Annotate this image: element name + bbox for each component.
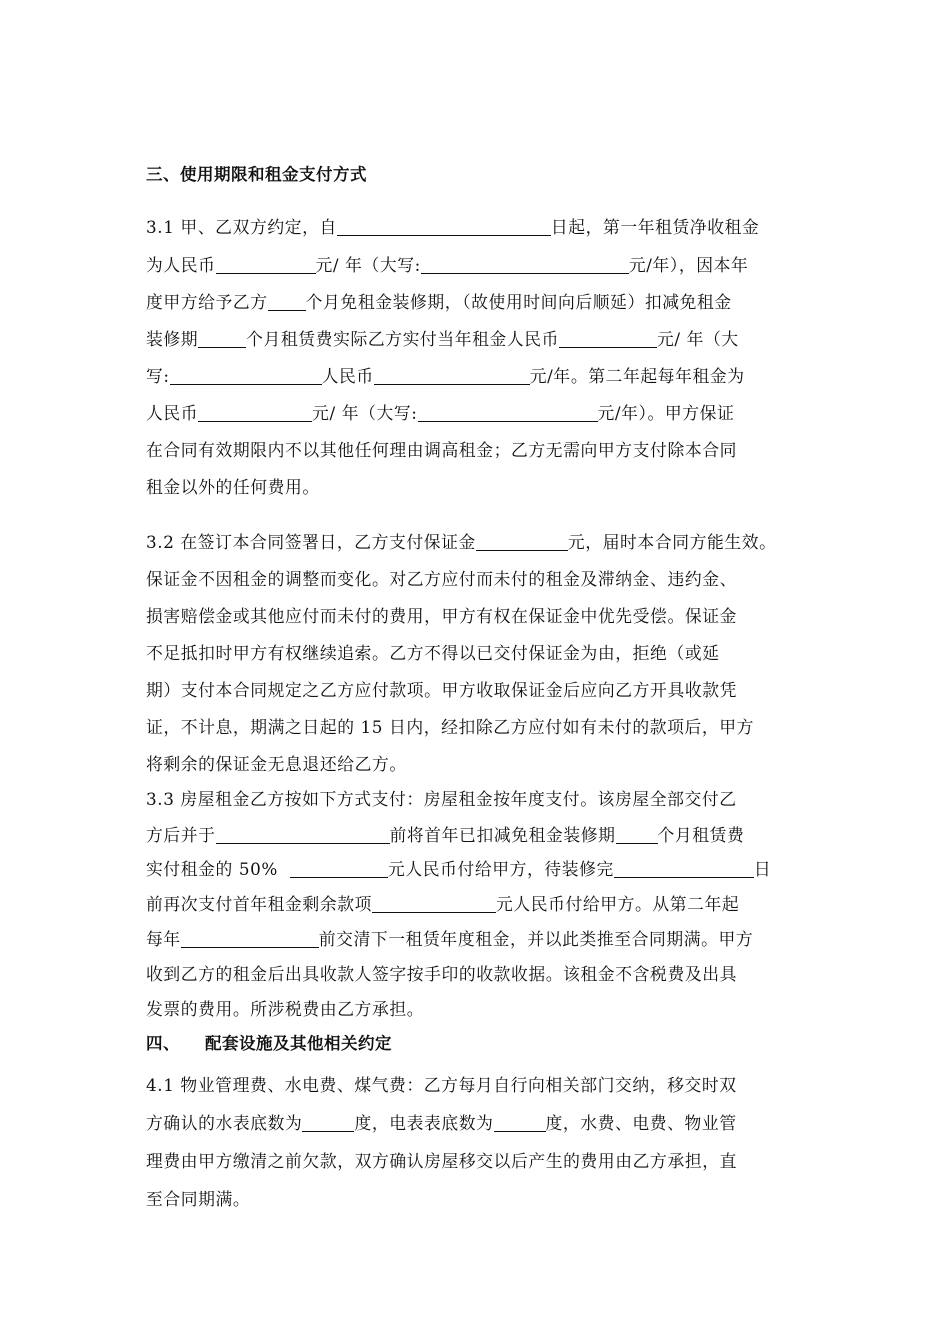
section-3-heading: 三、使用期限和租金支付方式 (146, 165, 367, 184)
clause-3-1-line-4: 装修期 个月租赁费实际乙方实付当年租金人民币 元/ 年（大 (146, 329, 739, 349)
clause-3-1-line-1: 3.1 甲、乙双方约定，自 日起，第一年租赁净收租金 (146, 217, 760, 237)
clause-3-3-line-1: 3.3 房屋租金乙方按如下方式支付：房屋租金按年度支付。该房屋全部交付乙 (146, 789, 737, 809)
clause-3-1-line-6: 人民币 元/ 年（大写: 元/年）。甲方保证 (146, 403, 735, 423)
free-months-blank (268, 293, 306, 311)
water-meter-reading-blank (302, 1114, 354, 1132)
start-date-blank (337, 218, 551, 236)
clause-3-3-line-5: 每年 前交清下一租赁年度租金，并以此类推至合同期满。甲方 (146, 929, 754, 949)
clause-3-3-line-7: 发票的费用。所涉税费由乙方承担。 (146, 999, 425, 1019)
clause-4-1-line-3: 理费由甲方缴清之前欠款，双方确认房屋移交以后产生的费用由乙方承担，直 (146, 1151, 737, 1171)
clause-3-3-line-3: 实付租金的 50% 元人民币付给甲方，待装修完 日 (146, 859, 772, 879)
clause-3-2-line-6: 证，不计息，期满之日起的 15 日内，经扣除乙方应付如有未付的款项后，甲方 (146, 717, 755, 737)
clause-3-2-line-5: 期）支付本合同规定之乙方应付款项。甲方收取保证金后应向乙方开具收款凭 (146, 680, 737, 700)
first-year-rent-uppercase-blank (421, 256, 629, 274)
electric-meter-reading-blank (494, 1114, 546, 1132)
clause-3-2-line-1: 3.2 在签订本合同签署日，乙方支付保证金 元，届时本合同方能生效。 (146, 532, 777, 552)
clause-3-1-line-5: 写: 人民币 元/年。第二年起每年租金为 (146, 366, 745, 386)
clause-3-1-line-2: 为人民币 元/ 年（大写: 元/年），因本年 (146, 255, 749, 275)
rmb-amount-blank (374, 367, 530, 385)
clause-3-2-line-4: 不足抵扣时甲方有权继续追索。乙方不得以已交付保证金为由，拒绝（或延 (146, 643, 720, 663)
clause-3-3-line-2: 方后并于 前将首年已扣减免租金装修期 个月租赁费 (146, 825, 745, 845)
deposit-blank (476, 533, 568, 551)
clause-3-1-line-7: 在合同有效期限内不以其他任何理由调高租金；乙方无需向甲方支付除本合同 (146, 440, 737, 460)
clause-3-1-line-3: 度甲方给予乙方 个月免租金装修期，（故使用时间向后顺延）扣减免租金 (146, 292, 732, 312)
actual-rent-uppercase-blank (170, 367, 322, 385)
first-payment-date-blank (216, 826, 390, 844)
actual-rent-blank (559, 330, 657, 348)
clause-3-3-line-6: 收到乙方的租金后出具收款人签字按手印的收款收据。该租金不含税费及出具 (146, 964, 737, 984)
annual-rent-uppercase-blank (418, 404, 598, 422)
clause-3-2-line-3: 损害赔偿金或其他应付而未付的费用，甲方有权在保证金中优先受偿。保证金 (146, 606, 737, 626)
renovation-months-blank (616, 826, 658, 844)
clause-3-1-line-8: 租金以外的任何费用。 (146, 477, 320, 497)
annual-payment-date-blank (181, 930, 319, 948)
deducted-months-blank (198, 330, 246, 348)
clause-3-2-line-2: 保证金不因租金的调整而变化。对乙方应付而未付的租金及滞纳金、违约金、 (146, 569, 737, 589)
clause-4-1-line-1: 4.1 物业管理费、水电费、煤气费：乙方每月自行向相关部门交纳，移交时双 (146, 1075, 737, 1095)
section-4-heading: 四、 配套设施及其他相关约定 (146, 1034, 392, 1053)
clause-3-2-line-7: 将剩余的保证金无息退还给乙方。 (146, 754, 407, 774)
renovation-complete-date-blank (614, 860, 754, 878)
clause-3-3-line-4: 前再次支付首年租金剩余款项 元人民币付给甲方。从第二年起 (146, 894, 740, 914)
annual-rent-blank (198, 404, 312, 422)
remaining-amount-blank (372, 895, 496, 913)
clause-4-1-line-2: 方确认的水表底数为 度，电表表底数为 度，水费、电费、物业管 (146, 1113, 737, 1133)
half-rent-amount-blank (290, 860, 388, 878)
clause-4-1-line-4: 至合同期满。 (146, 1189, 251, 1209)
first-year-rent-blank (216, 256, 316, 274)
